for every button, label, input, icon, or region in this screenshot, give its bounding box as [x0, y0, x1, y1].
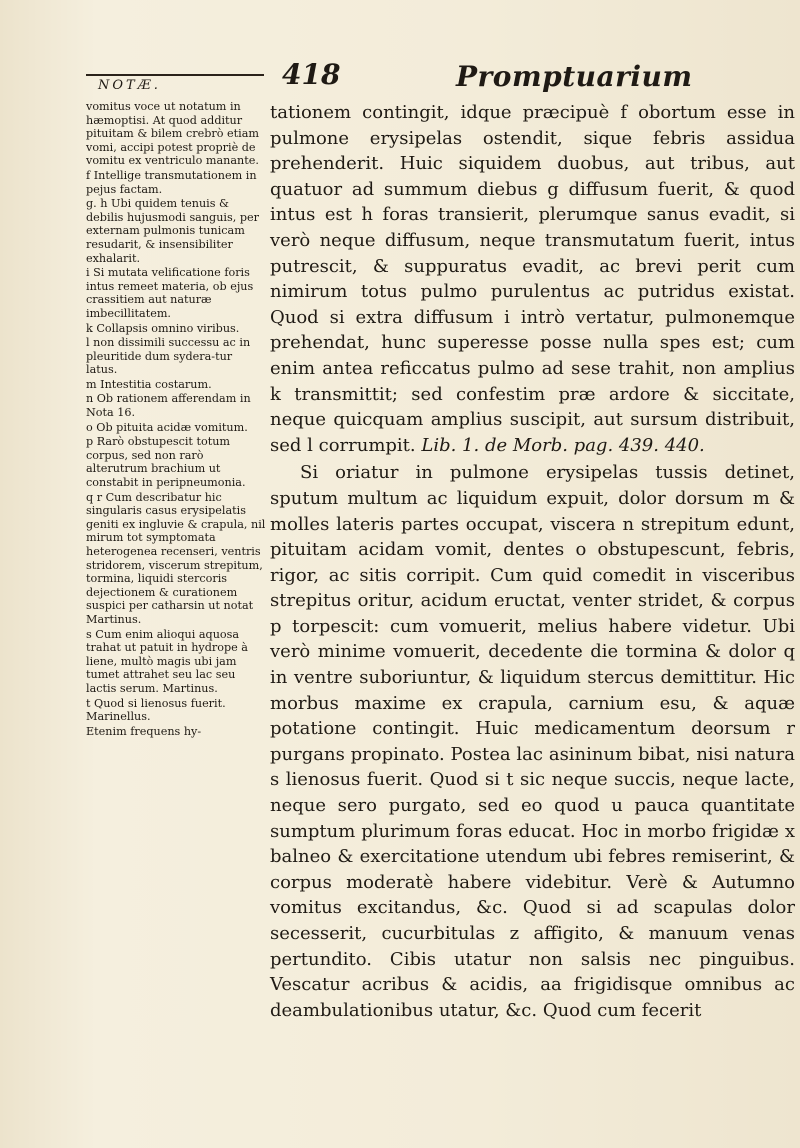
- margin-note: l non dissimili successu ac in pleuritide dum sydera-tur latus.: [86, 336, 251, 377]
- running-head: Promptuarium: [456, 60, 693, 93]
- margin-note: t Quod si lienosus fuerit. Marinellus.: [86, 696, 226, 724]
- main-text: [270, 100, 795, 1025]
- margin-note: i Si mutata velificatione foris intus remeet materia, ob ejus crassitiem aut naturæ imbecillitatem.: [86, 266, 254, 320]
- page-header: [86, 58, 786, 98]
- margin-note: f Intellige transmutationem in pejus factam.: [86, 168, 257, 196]
- margin-note: Etenim frequens hy-: [86, 724, 202, 738]
- margin-note: o Ob pituita acidæ vomitum.: [86, 420, 248, 434]
- margin-note: q r Cum describatur hic singularis casus erysipelatis geniti ex ingluvie & crapula, nil mirum tot symptomata heterogenea recenseri, ventris stridorem, viscerum strepitum, tormina, liquidi stercoris dejectionem & curationem suspici per catharsin ut notat Martinus.: [86, 490, 266, 626]
- margin-note: s Cum enim alioqui aquosa trahat ut patuit in hydrope à liene, multò magis ubi jam tumet attrahet seu lac seu lactis serum. Martinus.: [86, 627, 248, 695]
- margin-notes: [86, 100, 266, 739]
- margin-note: k Collapsis omnino viribus.: [86, 321, 240, 335]
- margin-note: vomitus voce ut notatum in hæmoptisi. At quod additur pituitam & bilem crebrò etiam vomi, accipi potest propriè de vomitu ex ventriculo manante.: [86, 100, 259, 168]
- header-rule: [86, 74, 264, 76]
- margin-note: p Rarò obstupescit totum corpus, sed non rarò alterutrum brachium ut constabit in peripneumonia.: [86, 435, 246, 490]
- paragraph-text: tationem contingit, idque præcipuè f obortum esse in pulmone erysipelas ostendit, sique febris assidua prehenderit. Huic siquidem duobus, aut tribus, aut quatuor ad summum diebus g diffusum fuerit, & quod intus est h foras transierit, plerumque sanus evadit, si verò neque diffusum, neque transmutatum fuerit, intus putrescit, & suppuratus evadit, ac brevi perit cum nimirum totus pulmo purulentus ac putridus existat. Quod si extra diffusum i intrò vertatur, pulmonemque prehendat, hunc superesse posse nulla spes est; cum enim antea reficcatus pulmo ad sese trahit, non amplius k transmittit; sed confestim præ ardore & siccitate, neque quicquam amplius suscipit, aut sursum distribuit, sed l corrumpit.: [270, 102, 795, 456]
- margin-note: g. h Ubi quidem tenuis & debilis hujusmodi sanguis, per externam pulmonis tunicam resudarit, & insensibiliter exhalarit.: [86, 197, 259, 265]
- margin-note: n Ob rationem afferendam in Nota 16.: [86, 392, 251, 420]
- citation: Lib. 1. de Morb. pag. 439. 440.: [421, 434, 705, 456]
- margin-note: m Intestitia costarum.: [86, 377, 212, 391]
- main-paragraph: Si oriatur in pulmone erysipelas tussis detinet, sputum multum ac liquidum expuit, dolor dorsum m & molles lateris partes occupat, viscera n strepitum edunt, pituitam acidam vomit, dentes o obstupescunt, febris, rigor, ac sitis corripit. Cum quid comedit in visceribus strepitus oritur, acidum eructat, venter stridet, & corpus p torpescit: cum vomuerit, melius habere videtur. Ubi verò minime vomuerit, decedente die tormina & dolor q in ventre suboriuntur, & liquidum stercus demittitur. Hic morbus maxime ex crapula, carnium esu, & aquæ potatione contingit. Huic medicamentum deorsum r purgans propinato. Postea lac asininum bibat, nisi natura s lienosus fuerit. Quod si t sic neque succis, neque lacte, neque sero purgato, sed eo quod u pauca quantitate sumptum plurimum foras educat. Hoc in morbo frigidæ x balneo & exercitatione utendum ubi febres remiserint, & corpus moderatè habere videbitur. Verè & Autumno vomitus excitandus, &c. Quod si ad scapulas dolor secesserit, cucurbitulas z affigito, & manuum venas pertundito. Cibis utatur non salsis nec pinguibus. Vescatur acribus & acidis, aa frigidisque omnibus ac deambulationibus utatur, &c. Quod cum fecerit: [270, 462, 795, 1021]
- page-number: 418: [282, 58, 341, 91]
- main-paragraph: [270, 100, 795, 458]
- notes-heading: NOTÆ.: [98, 78, 161, 93]
